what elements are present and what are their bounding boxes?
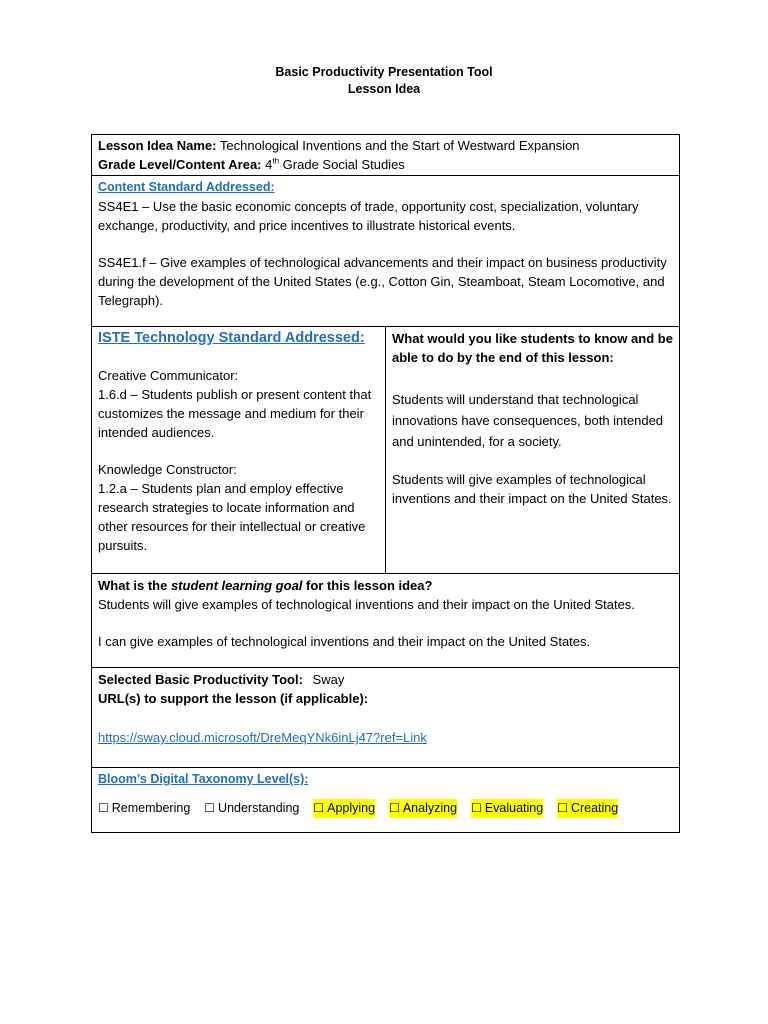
grade-level-label: Grade Level/Content Area:	[98, 157, 262, 172]
iste-group-2-title: Knowledge Constructor:	[98, 462, 237, 477]
blooms-level-label: Understanding	[218, 801, 300, 815]
blooms-level-applying[interactable]	[313, 799, 375, 818]
blooms-row	[92, 768, 680, 833]
content-standard-row	[92, 176, 680, 327]
learning-goal-heading-post: for this lesson idea?	[302, 578, 433, 593]
learning-goal-heading	[98, 576, 673, 595]
checkbox-icon: ☐	[98, 801, 109, 815]
blooms-level-label: Evaluating	[484, 801, 544, 815]
checkbox-icon: ☐	[313, 801, 325, 815]
content-standard-1: SS4E1 – Use the basic economic concepts of trade, opportunity cost, specialization, voluntary exchange, productivity, and price incentives to illustrate historical events.	[98, 199, 639, 233]
blooms-level-evaluating[interactable]	[471, 799, 543, 818]
lesson-name-value: Technological Inventions and the Start of Westward Expansion	[219, 138, 580, 153]
blooms-heading: Bloom’s Digital Taxonomy Level(s):	[98, 772, 309, 786]
objective-1: Students will understand that technological innovations have consequences, both intended and unintended, for a society.	[392, 392, 664, 449]
blooms-level-analyzing[interactable]	[389, 799, 457, 818]
document-title: Basic Productivity Presentation Tool	[275, 65, 493, 79]
grade-number: 4	[265, 157, 273, 172]
iste-group-2-text: 1.2.a – Students plan and employ effective research strategies to locate information and other resources for their intellectual or creative pursuits.	[98, 481, 366, 553]
document-header	[0, 64, 768, 98]
checkbox-icon: ☐	[204, 801, 216, 815]
learning-goal-row	[92, 574, 680, 668]
grade-superscript: th	[272, 156, 280, 166]
blooms-level-creating[interactable]	[557, 799, 618, 818]
lesson-info-row	[92, 135, 680, 176]
learning-goal-text: Students will give examples of technological inventions and their impact on the United States.	[98, 597, 635, 612]
grade-level-line	[98, 155, 673, 174]
learning-goal-heading-emphasis: student learning goal	[170, 578, 303, 593]
lesson-plan-table	[91, 134, 680, 833]
blooms-level-label: Creating	[570, 801, 619, 815]
tool-label: Selected Basic Productivity Tool:	[98, 672, 303, 687]
blooms-level-label: Remembering	[111, 801, 191, 815]
blooms-levels	[98, 799, 673, 818]
blooms-level-understanding[interactable]	[204, 799, 299, 818]
iste-heading: ISTE Technology Standard Addressed:	[98, 330, 365, 346]
objective-2: Students will give examples of technological inventions and their impact on the United States.	[392, 472, 672, 506]
iste-group-1-title: Creative Communicator:	[98, 368, 239, 383]
standards-objectives-row	[92, 327, 680, 574]
checkbox-icon: ☐	[389, 801, 400, 815]
tool-value: Sway	[312, 672, 345, 687]
blooms-level-label: Applying	[327, 801, 376, 815]
grade-level-value: Grade Social Studies	[282, 157, 405, 172]
i-can-statement: I can give examples of technological inventions and their impact on the United States.	[98, 634, 591, 649]
lesson-name-line	[98, 136, 673, 155]
tool-row	[92, 668, 680, 768]
checkbox-icon: ☐	[471, 801, 482, 815]
lesson-name-label: Lesson Idea Name:	[98, 138, 217, 153]
blooms-level-remembering[interactable]	[98, 799, 190, 818]
content-standard-2: SS4E1.f – Give examples of technological advancements and their impact on business productivity during the development of the United States (e.g., Cotton Gin, Steamboat, Steam Locomotive, and Telegraph).	[98, 255, 667, 308]
objectives-heading: What would you like students to know and be able to do by the end of this lesson:	[392, 331, 673, 365]
document-subtitle: Lesson Idea	[347, 82, 421, 96]
url-label: URL(s) to support the lesson (if applicable):	[98, 691, 369, 706]
content-standard-heading: Content Standard Addressed:	[98, 180, 275, 194]
blooms-level-label: Analyzing	[402, 801, 458, 815]
lesson-url-link[interactable]: https://sway.cloud.microsoft/DreMeqYNk6inLj47?ref=Link	[98, 730, 427, 745]
tool-line	[98, 670, 673, 689]
checkbox-icon: ☐	[557, 801, 568, 815]
learning-goal-heading-pre: What is the	[98, 578, 171, 593]
iste-group-1-text: 1.6.d – Students publish or present content that customizes the message and medium for their intended audiences.	[98, 387, 372, 440]
